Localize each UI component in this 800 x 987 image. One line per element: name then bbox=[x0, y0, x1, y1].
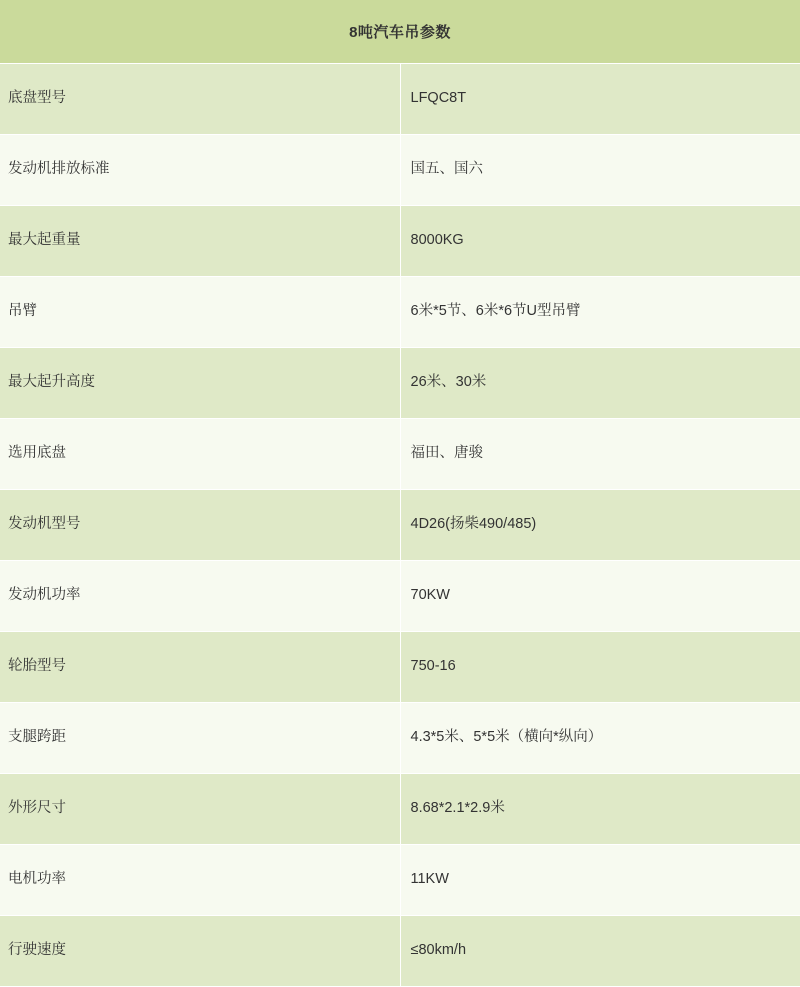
row-value: 70KW bbox=[400, 561, 800, 632]
table-row bbox=[0, 419, 800, 490]
table-row bbox=[0, 490, 800, 561]
table-row bbox=[0, 348, 800, 419]
table-row bbox=[0, 561, 800, 632]
row-value: 11KW bbox=[400, 845, 800, 916]
row-label: 选用底盘 bbox=[0, 419, 400, 490]
table-row bbox=[0, 774, 800, 845]
row-value: 6米*5节、6米*6节U型吊臂 bbox=[400, 277, 800, 348]
table-row bbox=[0, 632, 800, 703]
row-value: 4.3*5米、5*5米（横向*纵向） bbox=[400, 703, 800, 774]
row-value: ≤80km/h bbox=[400, 916, 800, 987]
table-row bbox=[0, 64, 800, 135]
row-value: 8000KG bbox=[400, 206, 800, 277]
table-row bbox=[0, 135, 800, 206]
row-value: 4D26(扬柴490/485) bbox=[400, 490, 800, 561]
table-row bbox=[0, 703, 800, 774]
row-label: 支腿跨距 bbox=[0, 703, 400, 774]
row-value: 750-16 bbox=[400, 632, 800, 703]
row-label: 发动机功率 bbox=[0, 561, 400, 632]
table-row bbox=[0, 206, 800, 277]
row-value: 国五、国六 bbox=[400, 135, 800, 206]
row-label: 发动机型号 bbox=[0, 490, 400, 561]
table-row bbox=[0, 845, 800, 916]
row-label: 最大起升高度 bbox=[0, 348, 400, 419]
row-label: 轮胎型号 bbox=[0, 632, 400, 703]
row-label: 外形尺寸 bbox=[0, 774, 400, 845]
row-label: 发动机排放标准 bbox=[0, 135, 400, 206]
row-label: 吊臂 bbox=[0, 277, 400, 348]
table-row bbox=[0, 277, 800, 348]
table-row bbox=[0, 916, 800, 987]
row-label: 最大起重量 bbox=[0, 206, 400, 277]
table-title: 8吨汽车吊参数 bbox=[0, 0, 800, 64]
row-value: 26米、30米 bbox=[400, 348, 800, 419]
table-title-row bbox=[0, 0, 800, 64]
row-label: 行驶速度 bbox=[0, 916, 400, 987]
row-value: 8.68*2.1*2.9米 bbox=[400, 774, 800, 845]
row-value: LFQC8T bbox=[400, 64, 800, 135]
row-value: 福田、唐骏 bbox=[400, 419, 800, 490]
row-label: 电机功率 bbox=[0, 845, 400, 916]
row-label: 底盘型号 bbox=[0, 64, 400, 135]
